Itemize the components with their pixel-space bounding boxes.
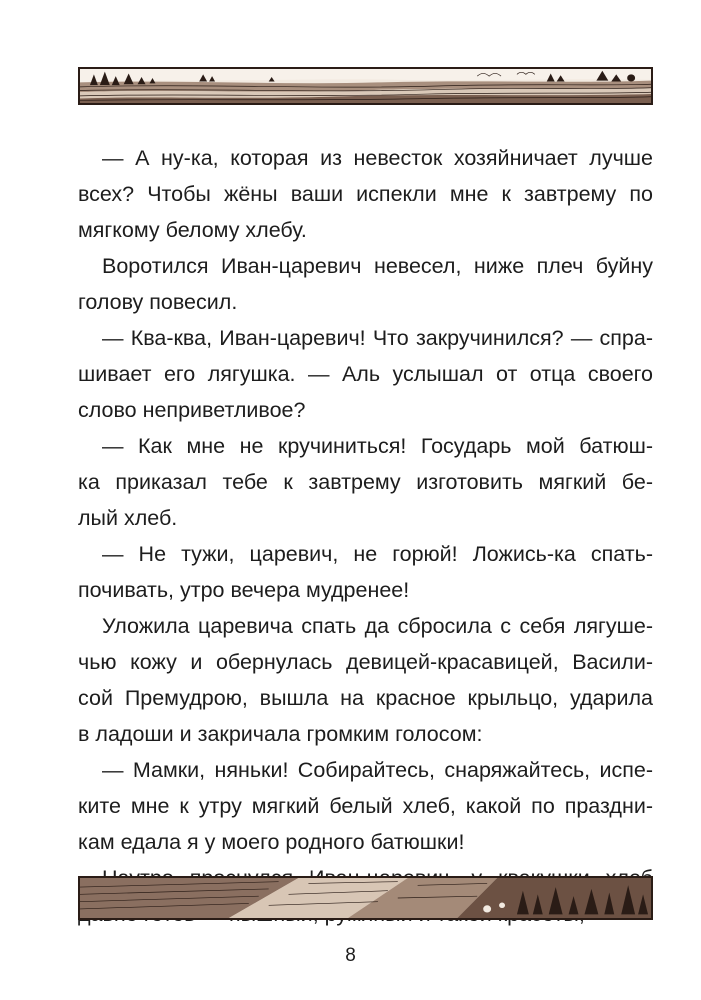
text-line: в ладоши и закричала громким голосом: bbox=[78, 722, 483, 746]
text-line: Воротился Иван-царевич невесел, ниже плеч буйну bbox=[102, 254, 653, 278]
text-line: — Мамки, няньки! Собирайтесь, снаряжайтесь, испе- bbox=[102, 758, 653, 782]
text-line: кам едала я у моего родного батюшки! bbox=[78, 830, 465, 854]
text-line: лый хлеб. bbox=[78, 506, 178, 530]
text-line: почивать, утро вечера мудренее! bbox=[78, 578, 410, 602]
text-line: шивает его лягушка. — Аль услышал от отца своего bbox=[78, 362, 653, 386]
text-line: голову повесил. bbox=[78, 290, 238, 314]
text-line: — Ква-ква, Иван-царевич! Что закручинился? — спра- bbox=[102, 326, 653, 350]
text-line: ка приказал тебе к завтрему изготовить мягкий бе- bbox=[78, 470, 653, 494]
text-line: ките мне к утру мягкий белый хлеб, какой по праздни- bbox=[78, 794, 653, 818]
text-line: мягкому белому хлебу. bbox=[78, 218, 307, 242]
text-line: — Как мне не кручиниться! Государь мой батюш- bbox=[102, 434, 653, 458]
text-line: — Не тужи, царевич, не горюй! Ложись-ка спать- bbox=[102, 542, 653, 566]
page-number: 8 bbox=[345, 945, 356, 966]
bottom-landscape-illustration bbox=[78, 876, 653, 920]
top-landscape-illustration bbox=[78, 67, 653, 105]
text-line: Уложила царевича спать да сбросила с себя лягуше- bbox=[102, 614, 653, 638]
landscape-drawing bbox=[80, 69, 651, 103]
landscape-drawing bbox=[80, 878, 651, 918]
text-line: сой Премудрою, вышла на красное крыльцо, ударила bbox=[78, 686, 653, 710]
text-line: чью кожу и обернулась девицей-красавицей, Васили- bbox=[78, 650, 653, 674]
text-line: слово неприветливое? bbox=[78, 398, 306, 422]
text-line: — А ну-ка, которая из невесток хозяйничает лучше bbox=[102, 146, 653, 170]
text-line: всех? Чтобы жёны ваши испекли мне к завтрему по bbox=[78, 182, 653, 206]
story-text bbox=[78, 140, 653, 932]
